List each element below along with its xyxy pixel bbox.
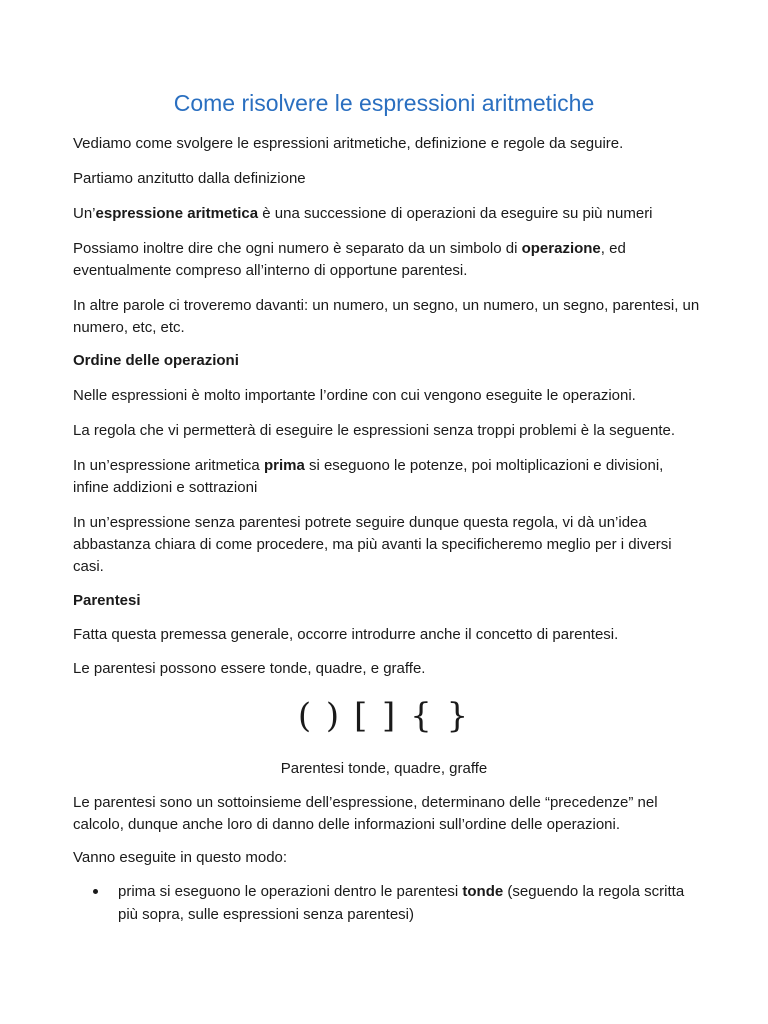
order-importance-paragraph [73,385,703,407]
intro-paragraph [73,133,703,155]
execution-intro-paragraph [73,847,703,869]
section-heading-order: Ordine delle operazioni [73,352,239,369]
list-item-text-pre: prima si eseguono le operazioni dentro le parentesi [118,883,463,900]
premise-paragraph [73,624,703,646]
rule-term: prima [263,457,305,474]
definition-intro-text: Partiamo anzitutto dalla definizione [73,170,306,187]
rule-intro-text: La regola che vi permetterà di eseguire le espressioni senza troppi problemi è la seguente. [73,422,676,439]
parentheses-definition-text: Le parentesi sono un sottoinsieme dell’espressione, determinano delle “precedenze” nel calcolo, dunque anche loro di danno delle informazioni sull’ordine delle operazioni. [73,794,658,833]
definition-text-post: è una successione di operazioni da eseguire su più numeri [258,205,653,222]
execution-intro-text: Vanno eseguite in questo modo: [73,849,288,866]
definition-text-pre: Un’ [73,205,96,222]
operator-paragraph [73,238,703,282]
bullet-icon [93,889,98,894]
operator-text-post: , ed eventualmente compreso all’interno di opportune parentesi. [73,240,626,279]
operator-term: operazione [521,240,601,257]
order-importance-text: Nelle espressioni è molto importante l’ordine con cui vengono eseguite le operazioni. [73,387,636,404]
intro-text: Vediamo come svolgere le espressioni aritmetiche, definizione e regole da seguire. [73,135,624,152]
definition-paragraph [73,203,703,225]
list-item-term: tonde [462,883,504,900]
sequence-text: In altre parole ci troveremo davanti: un numero, un segno, un numero, un segno, parentesi, un numero, etc, etc. [73,297,700,336]
brackets-figure: ( ) [ ] { } [297,696,471,736]
rule-text-pre: In un’espressione aritmetica [73,457,264,474]
rule-intro-paragraph [73,420,703,442]
premise-text: Fatta questa premessa generale, occorre introdurre anche il concetto di parentesi. [73,626,619,643]
bracket-types-text: Le parentesi possono essere tonde, quadre, e graffe. [73,660,426,677]
figure-caption: Parentesi tonde, quadre, graffe [280,760,488,777]
rule-text-post: si eseguono le potenze, poi moltiplicazioni e divisioni, infine addizioni e sottrazioni [73,457,664,496]
rule-paragraph [73,455,703,499]
definition-term: espressione aritmetica [95,205,259,222]
sequence-paragraph [73,295,703,339]
execution-order-list [73,880,693,926]
bracket-types-paragraph [73,658,703,680]
list-item [73,880,693,926]
section-heading-parentesi: Parentesi [73,592,141,609]
parentheses-definition-paragraph [73,792,703,836]
list-item-text-post: (seguendo la regola scritta più sopra, sulle espressioni senza parentesi) [118,883,685,923]
no-parentheses-paragraph [73,512,703,578]
no-parentheses-text: In un’espressione senza parentesi potrete seguire dunque questa regola, vi dà un’idea abbastanza chiara di come procedere, ma più avanti la specificheremo meglio per i diversi casi. [73,514,672,575]
definition-intro-paragraph [73,168,703,190]
page-title: Come risolvere le espressioni aritmetiche [173,90,595,116]
operator-text-pre: Possiamo inoltre dire che ogni numero è separato da un simbolo di [73,240,522,257]
